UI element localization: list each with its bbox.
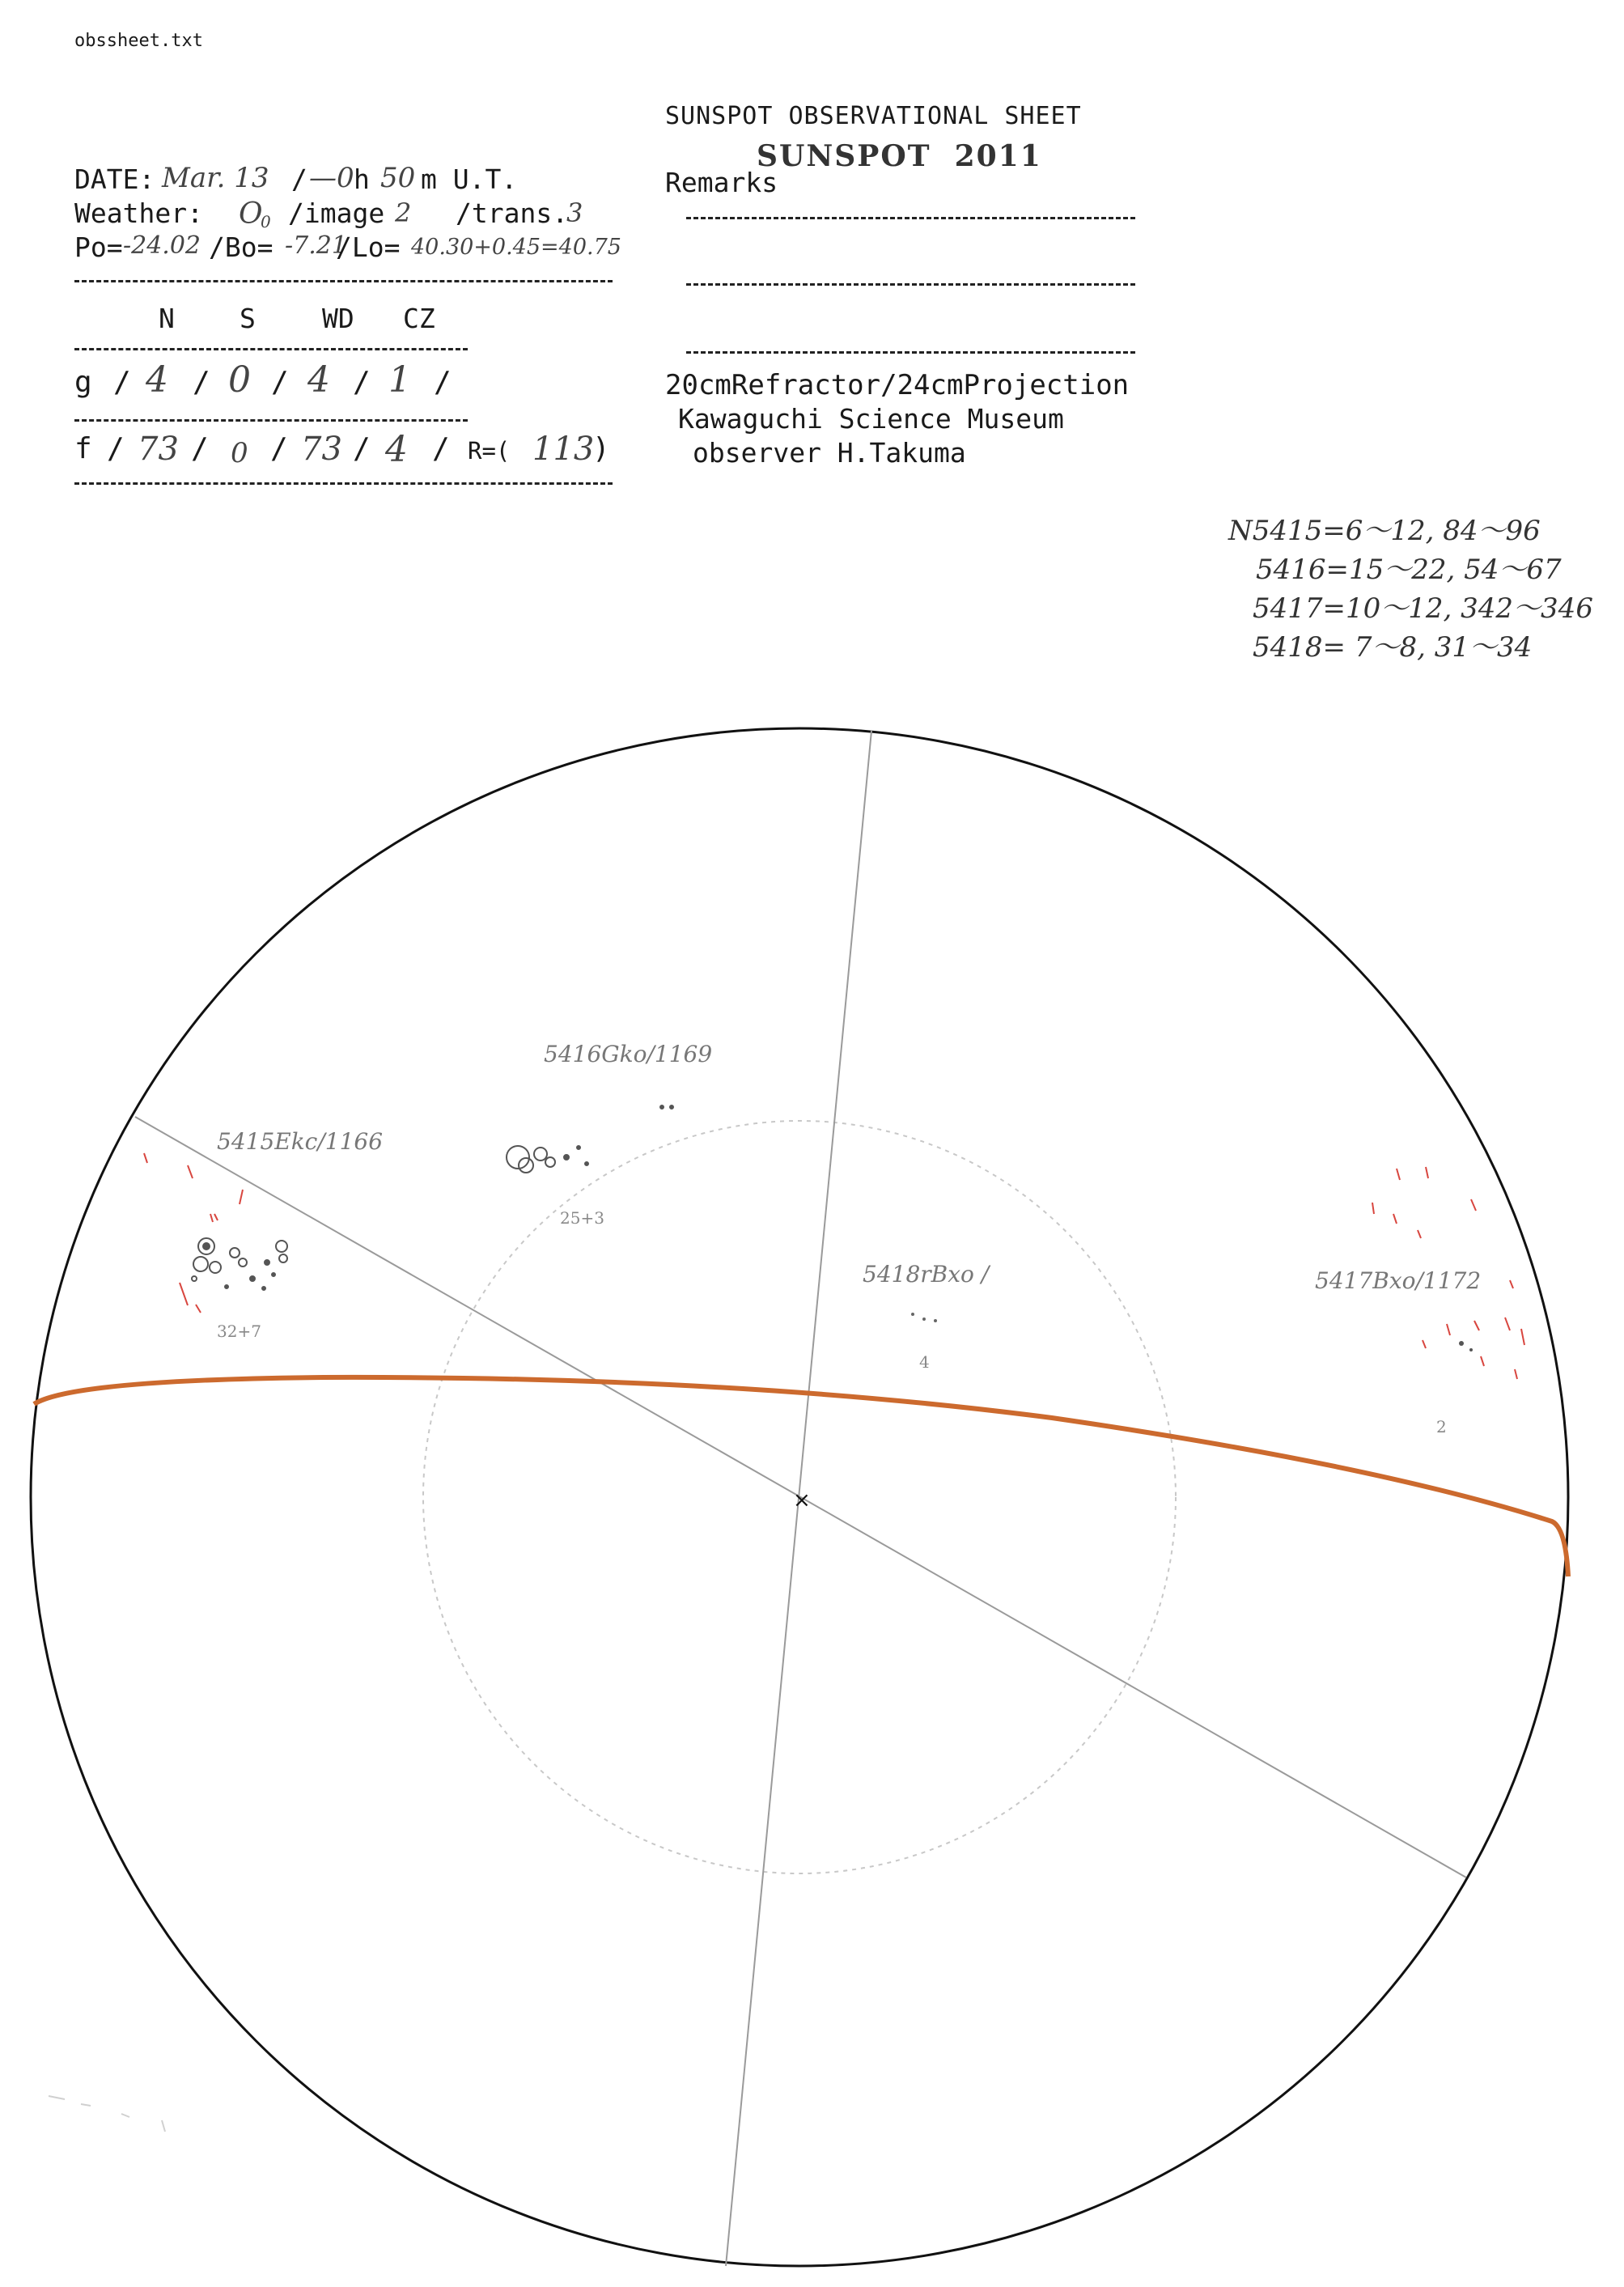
- faint-marks: [49, 2096, 165, 2132]
- group-label-5415: 5415Ekc/1166: [217, 1128, 384, 1155]
- sheet-title: SUNSPOT OBSERVATIONAL SHEET: [665, 102, 1082, 130]
- sunspot-group-5416: [507, 1105, 673, 1173]
- weather-label: Weather:: [74, 197, 203, 229]
- group-label-5416: 5416Gko/1169: [544, 1041, 713, 1067]
- col-header-n: N: [159, 303, 175, 334]
- hour-label: h: [354, 163, 370, 195]
- g-n-value: 4: [146, 359, 168, 401]
- slash: /: [271, 366, 289, 399]
- museum-line: Kawaguchi Science Museum: [678, 403, 1064, 435]
- group-label-5417: 5417Bxo/1172: [1315, 1267, 1482, 1294]
- slash: /: [353, 366, 371, 399]
- sunspot-group-5415: [192, 1238, 287, 1290]
- weather-value: O: [239, 197, 263, 231]
- minute-value: 50: [380, 162, 416, 194]
- col-header-cz: CZ: [403, 303, 435, 334]
- g-label: g: [74, 366, 92, 399]
- r-close: ): [592, 432, 610, 465]
- minute-label: m U.T.: [421, 163, 518, 195]
- slash: /: [193, 366, 210, 399]
- po-value: -24.02: [123, 231, 201, 260]
- slash: /: [107, 432, 125, 465]
- r-value: 113: [532, 431, 595, 468]
- bo-label: /Bo=: [209, 231, 273, 263]
- file-name: obssheet.txt: [74, 31, 203, 51]
- sunspot-group-5417: [1459, 1341, 1473, 1351]
- sunspot-group-5418: [911, 1313, 937, 1322]
- group-label-5418: 5418rBxo /: [863, 1261, 990, 1288]
- remarks-label: Remarks: [665, 167, 778, 198]
- f-n-value: 73: [138, 431, 179, 468]
- col-header-wd: WD: [322, 303, 354, 334]
- r-label: R=(: [468, 437, 511, 465]
- weather-sub: 0: [261, 212, 271, 231]
- observer-line: observer H.Takuma: [693, 437, 966, 469]
- g-s-value: 0: [228, 359, 251, 401]
- slash: /: [353, 432, 371, 465]
- lo-label: /Lo=: [336, 231, 401, 263]
- slash: /: [432, 432, 450, 465]
- f-label: f: [74, 432, 92, 465]
- count-label-5418: 4: [919, 1352, 930, 1372]
- f-wd-value: 73: [301, 431, 342, 468]
- hour-prefix: /: [291, 163, 307, 195]
- year-stamp: SUNSPOT 2011: [757, 139, 1042, 173]
- f-s-value: 0: [231, 437, 248, 469]
- hour-value: —0: [309, 162, 354, 194]
- lo-value: 40.30+0.45=40.75: [411, 235, 621, 260]
- g-wd-value: 4: [307, 359, 330, 401]
- slash: /: [113, 366, 131, 399]
- g-cz-value: 1: [388, 359, 411, 401]
- slash: /: [191, 432, 209, 465]
- note-line: 5417=10～12, 342～346: [1253, 592, 1593, 625]
- image-label: /image: [288, 197, 385, 229]
- note-line: 5418= 7～8, 31～34: [1253, 631, 1533, 664]
- col-header-s: S: [240, 303, 256, 334]
- slash: /: [434, 366, 452, 399]
- center-mark: ×: [793, 1488, 811, 1513]
- note-line: N5415=6～12, 84～96: [1228, 515, 1541, 547]
- count-label-5415: 32+7: [217, 1322, 261, 1341]
- date-value: Mar. 13: [162, 162, 269, 194]
- slash: /: [270, 432, 288, 465]
- count-label-5416: 25+3: [560, 1208, 604, 1228]
- trans-label: /trans.: [456, 197, 569, 229]
- image-value: 2: [395, 197, 412, 228]
- trans-value: 3: [566, 197, 583, 228]
- date-label: DATE:: [74, 163, 155, 195]
- bo-value: -7.21: [285, 231, 347, 260]
- instrument-line: 20cmRefractor/24cmProjection: [665, 369, 1130, 401]
- note-line: 5416=15～22, 54～67: [1256, 554, 1562, 586]
- f-cz-value: 4: [385, 429, 408, 470]
- count-label-5417: 2: [1436, 1417, 1447, 1436]
- po-label: Po=: [74, 231, 123, 263]
